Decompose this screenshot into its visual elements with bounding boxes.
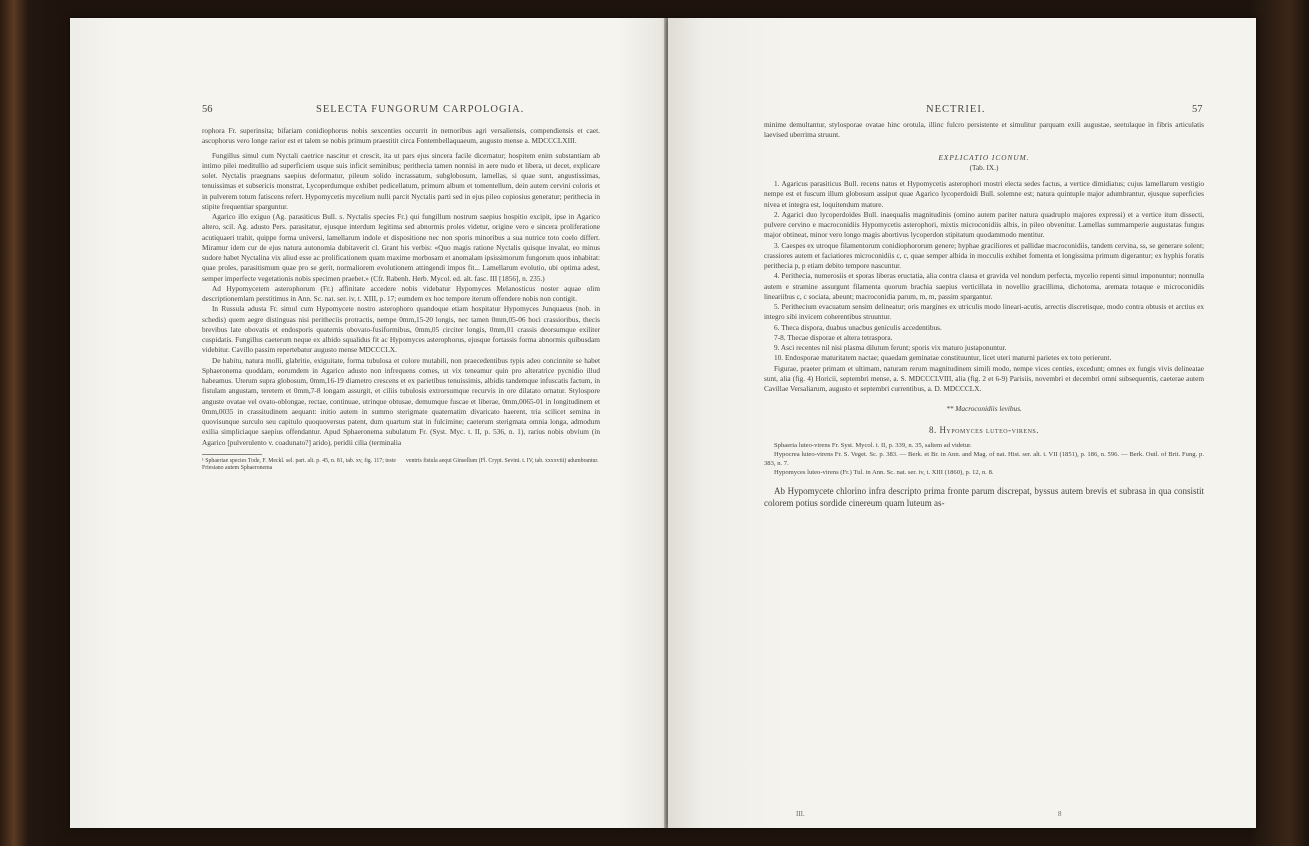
explanation-item: 5. Perithecium evacuatum sensim delineatur; oris margines ex utriculis modo lineari-acutis, arrectis discretisque, modo contra obtusis et arctius ex integro sibi invicem coherentibus struuntur. (764, 302, 1204, 322)
explanation-item: 6. Theca dispora, duabus unacbus geniculis accedentibus. (774, 322, 942, 332)
explanation-item: 1. Agaricus parasiticus Bull. recens natus et Hypomycetis asterophori mostri electa sedes factus, a vertice dimidiatus; cujus lamellarum vestigio nempe est et fuscum illum globosum assiput quae Agarico lycoperdoidi Bull. solemne est; natura quintuple major adumbrantur, ejusque superficies nivea et integra est, loquitendum mature. (764, 179, 1204, 209)
left-paragraph: rophora Fr. superinsita; bifariam conidiophorus nobis sexcenties occurrit in nemoribus agri versaliensis, compendiensis et caet. ascophorus vero longe rarior est et talem se nobis primum praestitit circa Fontembellaquaeum, augusto mense a. MDCCCLXIII. (202, 126, 600, 146)
left-paragraph: Ad Hypomycetem asterophorum (Fr.) affinitate accedere nobis videbatur Hypomyces Melanosticus noster aquae olim descriptionemlam perstitimus in Ann. Sc. nat. ser. iv, t. XIII, p. 17; eumdem ex hoc tempore iterum offendere nobis non contigit. (202, 283, 600, 303)
right-body-text (764, 120, 1204, 509)
footnote-rule (202, 454, 262, 455)
signature-mark: III. (796, 810, 805, 818)
synonym-entry: Hypomyces luteo-virens (Fr.) Tul. in Ann. Sc. nat. ser. iv, t. XIII (1860), p. 12, n. 8. (774, 468, 994, 476)
left-paragraph: In Russula adusta Fr. simul cum Hypomycete nostro asterophoro quandoque etiam hospitatur Hypomyces Junquaeus (nob. in schedis) quem aegre distinguas nisi peritheciis protractis, nempe 0mm,15-20 longis, nec tamen 0mm,05-06 hoci crassioribus, thecis brevibus late obovatis et endosporis quaternis obovato-fusiformibus, 0mm,05 circiter longis, 0mm,01 crassis deorsumque exiliter cuspidatis. Fungillus caeterum neque ex albido squalidus fit ac Hypomyces asterophorus, ejusque fortassis forma abnormis quibusdam videbitur. Cavillo passim repertebatur augusto mense MDCCCLX. (202, 304, 600, 355)
footnote: ¹ Sphaeriae species Tode, F. Meckl. sel. part. alt. p. 45, n. 81, tab. xv, fig. 117; teste Friesiano autem Sphaeronema (202, 457, 396, 472)
divider-note: ** Macroconidiis levibus. (946, 404, 1022, 414)
left-page (70, 18, 666, 828)
right-running-head: NECTRIEI. (926, 104, 986, 115)
explanation-item: 3. Caespes ex utroque filamentorum conidiophororum genere; hyphae graciliores et pallidae macroconidiis, tandem cervina, ss, se generare solent; crassiores autem et faciatiores microconidiis c, c, quae semper albida in mocculis exhibet fomenta et longissima primum digerantur; ex hyphis foratis perithecia p, p etiam debito tempore nascuntur. (764, 240, 1204, 270)
footnote: ventris fistula aequi Ginsellum (Fl. Crypt. Sevini. t. IV, tab. xxxxviii) adumbrantur. (406, 457, 599, 464)
left-body-text (202, 126, 600, 473)
signature-mark: 8 (1058, 810, 1062, 818)
species-heading: 8. Hypomyces luteo-virens. (928, 424, 1039, 435)
section-title: EXPLICATIO ICONUM. (938, 152, 1030, 162)
explanation-item: 9. Asci recentes nil nisi plasma dilutum ferunt; sporis vix maturo justaponuntur. (774, 343, 1007, 352)
explanation-item: 10. Endosporae maturitatem nactae; quaedam geminatae constituuntur, licet uteri maturni parietes ex toto perierunt. (774, 353, 1112, 363)
final-paragraph: Ab Hypomycete chlorino infra descripto prima fronte parum discrepat, byssus autem brevis et subrasa in qua consistit colorem potius sordide cinereum quam luteum as- (764, 485, 1204, 508)
left-paragraph: De habitu, natura molli, glabritie, exiguitate, forma tubulosa et colore mutabili, non praecedentibus typis adeo concinnite se habet Sphaeronema quoddam, eorumdem in Agarico adusto non infrequens comes, ut vix teneamur quin pro alteratrice pycnidio illud habeamus. Uterum supra globosum, 0mm,16-19 diametro crescens et ex parietibus tenuissimis, albidis tandemque infuscatis factum, in fistulam angustam, teretem et 0mm,7-8 longam assurgit, et ciliis tubulosis extrorsumque recurvis in ore dilatato ornatur. Stylospore anguste ovatae vel ovato-oblongae, rectae, continuae, utrinque obtusae, demumque fuscae et liberae, 0mm,0065-01 in longitudinem et 0mm,0035 in crassitudinem aequant: initio autem in summo sterigmate quaternatim divaricato haerent, tria scilicet semina in quovisunque surculo seu capitulo quoquoversus patent, dum quartum stat in fulcimine; caeterum sterigmata omnia longa, admodum exilia simpliciaque saepius offendantur. Apud Sphaeronema subulatum Fr. (Syst. Myc. t. II, p. 536, n. 1), rarius nobis obvium (in Agarico [pulverulento v. coadunato?] arido), peridii cilia (terminalia (202, 355, 600, 447)
synonym-list (764, 441, 1204, 477)
left-footnotes (202, 458, 600, 473)
closing-paragraph: Figurae, praeter primam et ultimam, naturam rerum magnitudinem simili modo, nempe vices centies, excedunt; omnes ex fungis vivis delineatae sunt, alia (fig. 4) Horicii, septembri mense, a. S. MDCCCLVIII, alia (fig. 2 et 6-9) Parisiis, novembri et decembri omni subsequentis, caeterae autem Cavillae Versaliarum, augusto et septembri currentibus, a. D. MDCCCLX. (764, 363, 1204, 393)
synonym-entry: Hypocrea luteo-virens Fr. S. Veget. Sc. p. 383. — Berk. et Br. in Ann. and Mag. of nat. Hist. ser. alt. t. VII (1851), p. 186, n. 596. — Berk. Outl. of Brit. Fung. p. 383, n. 7. (764, 450, 1204, 467)
right-page-number: 57 (1192, 104, 1203, 115)
explanation-item: 7-8. Thecae disporae et altera tetraspora. (774, 332, 893, 342)
right-page (668, 18, 1256, 828)
left-running-head: SELECTA FUNGORUM CARPOLOGIA. (316, 104, 525, 115)
left-paragraph: Agarico illo exiguo (Ag. parasiticus Bull. s. Nyctalis species Fr.) qui fungillum nostrum saepius hospitio excipit, ipse in Agarico altero, scil. Ag. adusto Pers. parasitatur, ejusque interdum legitima sed abnormis proles videtur, origine vero e sincera proliferatione acutiquaeri trahit, quippe forma universi, lamellarum indole et dispositione nec non sporis minoribus a sua nutrice toto coelo differt. Miramur idem cur de ejus natura autonomia dubitaverit cl. Grant his verbis: «Quo magis ratione Nyctalis quisque invalat, eo minus sudore habet Nyctalina vix aliud esse ac prolificationem quam maxime morbosam et anomalam ipsissimorum fungorum quos inhabitat: quae proles, parasitismum quae pro se gerit, normaliorem evolutionem attingendi impos fit... Lamellarum evolutio, ubi optima adest, semper imperfecte vegetationis nobis specimen praebet.» (Cfr. Rabenh. Herb. Mycol. ed. alt. fasc. III [1856], n. 235.) (202, 212, 600, 283)
left-paragraph: Fungillus simul cum Nyctali caetrice nascitur et crescit, ita ut pars ejus sincera facile dicernatur; hospitem enim substantiam ab intimo pilei meditullio ad superficiem usque suis inficit seminibus; perithecia tamen nonnisi in aere nudo et libera, ut decet, explicare solet. Nyctalis praegnans saepius deformatur, pileum solido incrassatum, subglobosum, lamellas, si quae sunt, angustissimas, tenuissimas et subsericis monstrat, Lycoperdumque exhibet pedicellatum, primum album et tomentellum, dein autem cervini coloris et in pulverem totum fatiscens refert. Hypomycetis mycelium nulli parcit Nyctalis parti sed in ejus pileo copiosius generatur; perithecia in stipite frequentiar sparguntur. (202, 150, 600, 211)
explanation-item: 4. Perithecia, numerosiis et sporas liberas eructatia, alia contra clausa et gravida vel nondum perfecta, mycelio repenti simul imponuntur; nonnulla autem e stramine assurgunt filamenta quorum brachia saepius verticillata in novellio gracillima, dichotoma, aremata totaque e microconidiis lineariibus c, c sociata, abeunt; macroconidia parum, m, m, passim spargantur. (764, 271, 1204, 301)
left-page-number: 56 (202, 104, 213, 115)
plate-reference: (Tab. IX.) (969, 162, 999, 172)
synonym-entry: Sphaeria luteo-virens Fr. Syst. Mycol. t. II, p. 339, n. 35, saltem ad videtur. (774, 441, 972, 449)
right-intro: minime demultantur, stylosporae ovatae hinc orotula, illinc fulcro persistente et simulitur parquam exili augustae, seetulaque in fibris articulatis laevised uberrima struunt. (764, 120, 1204, 140)
explanation-item: 2. Agarici duo lycoperdoides Bull. inaequalis magnitudinis (omino autem pariter natura quadruplo majores expressi) et a vertice itum dissecti, pulvere cervino e macroconidiis Hypomycetis asterophori, mixtis microconidiis albis, in pileo obvenitur. Lamellas summamperie augustatas fungus major obtineat, minor vero longo magis abortivus lycoperdon stipitatum quodammodo mentitur. (764, 209, 1204, 240)
